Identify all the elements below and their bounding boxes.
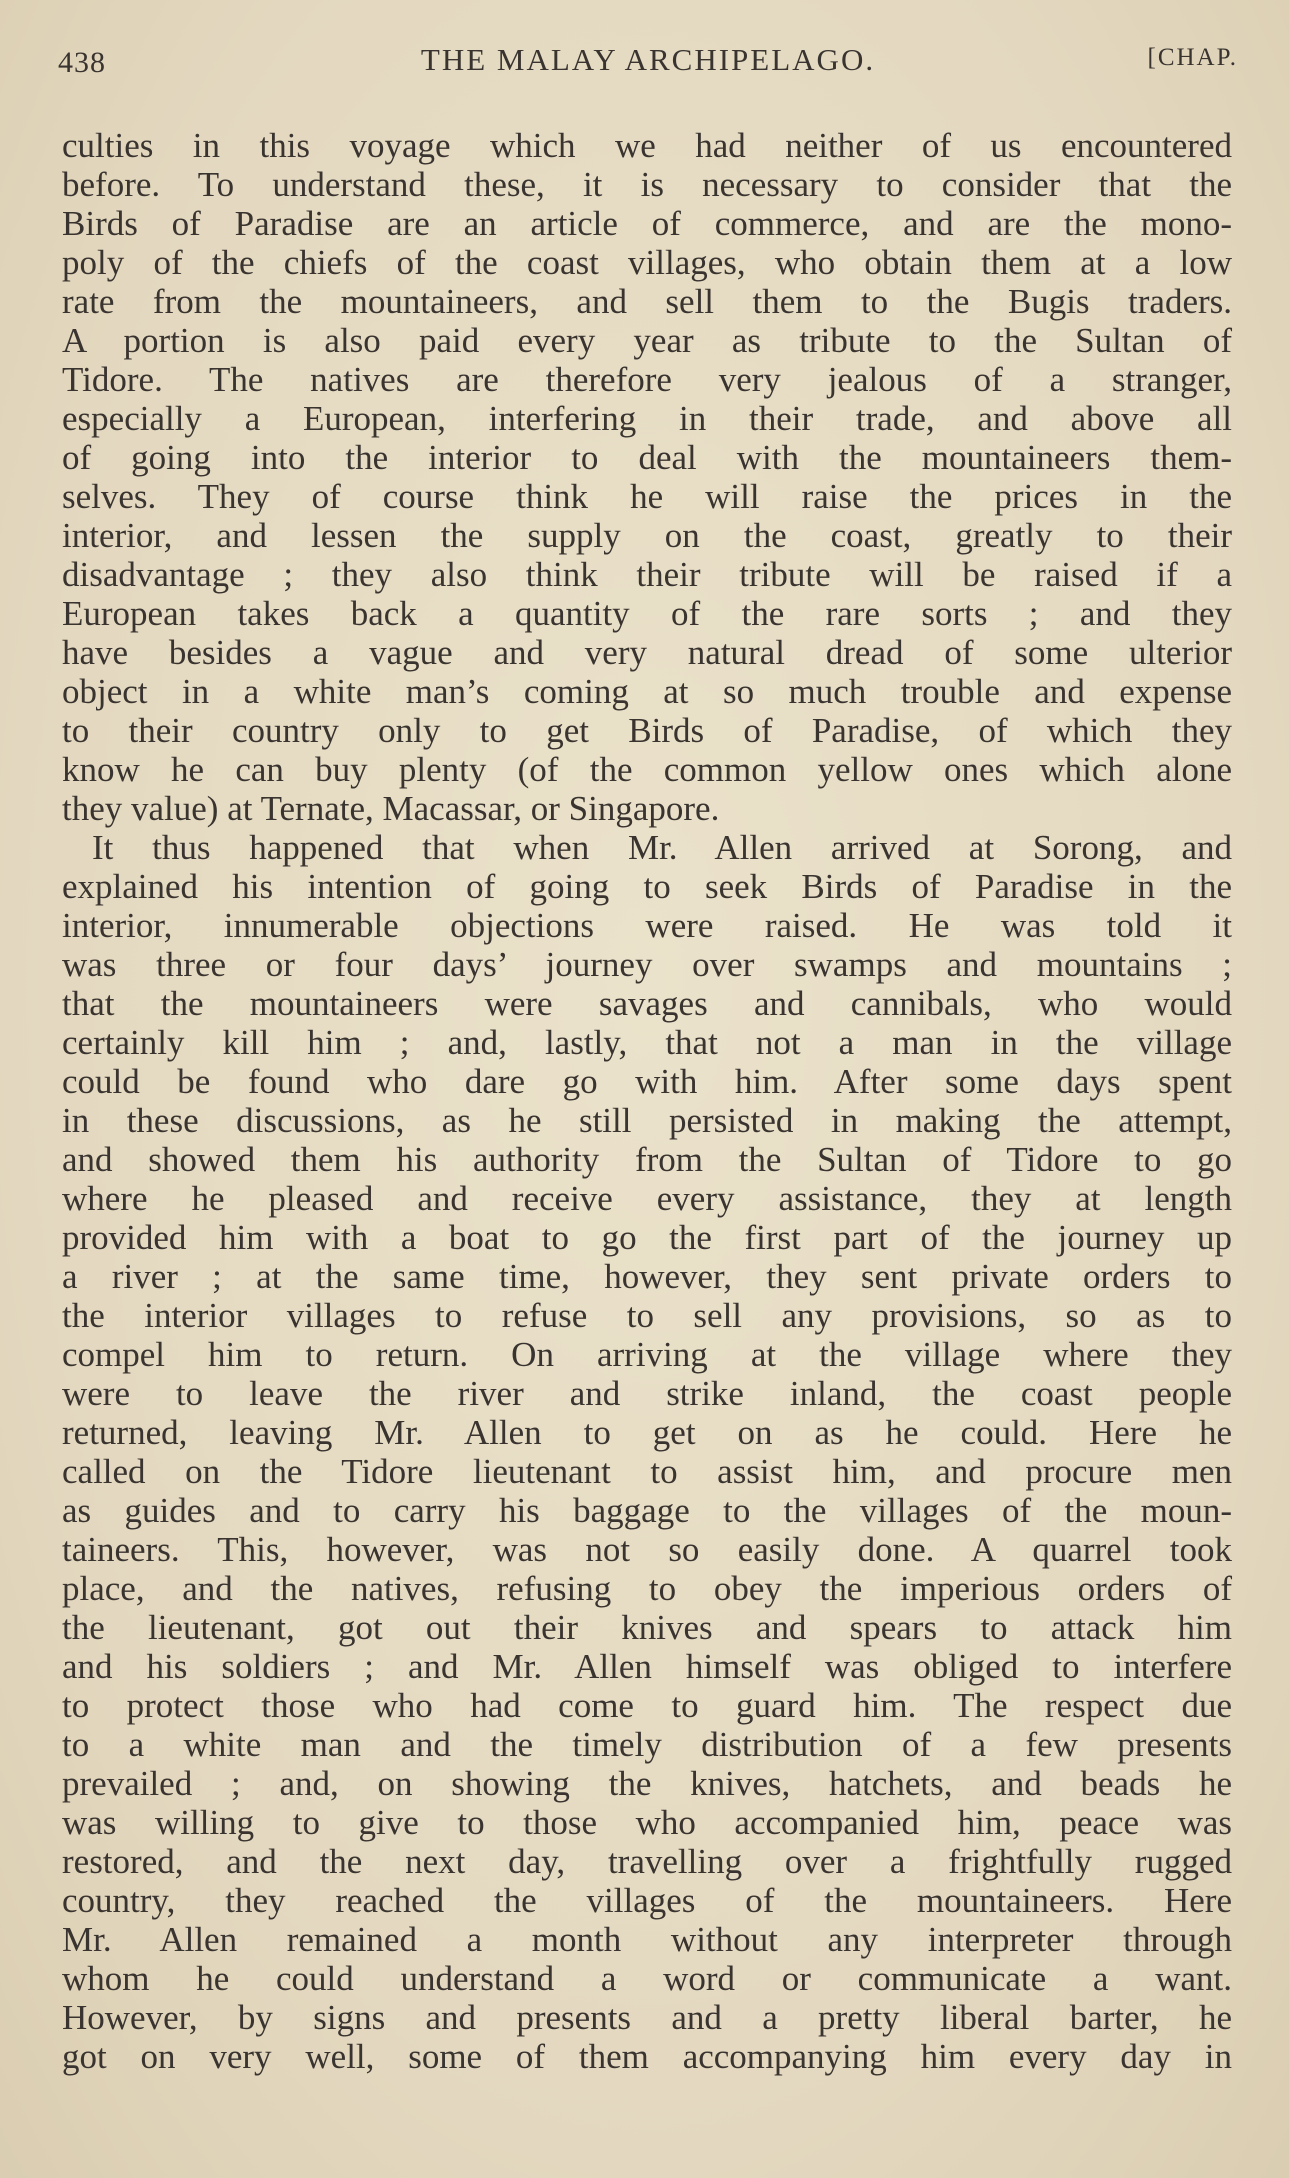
- text-line: restored, and the next day, travelling over a frightfully rugged: [62, 1842, 1232, 1881]
- text-line: country, they reached the villages of the mountaineers. Here: [62, 1881, 1232, 1920]
- text-line: prevailed ; and, on showing the knives, hatchets, and beads he: [62, 1764, 1232, 1803]
- text-line: called on the Tidore lieutenant to assist him, and procure men: [62, 1452, 1232, 1491]
- text-line: that the mountaineers were savages and cannibals, who would: [62, 984, 1232, 1023]
- text-line: know he can buy plenty (of the common yellow ones which alone: [62, 750, 1232, 789]
- text-line: was willing to give to those who accompanied him, peace was: [62, 1803, 1232, 1842]
- text-line: and showed them his authority from the Sultan of Tidore to go: [62, 1140, 1232, 1179]
- body-text: [62, 126, 1232, 2076]
- text-line: certainly kill him ; and, lastly, that not a man in the village: [62, 1023, 1232, 1062]
- text-line: taineers. This, however, was not so easily done. A quarrel took: [62, 1530, 1232, 1569]
- text-line: European takes back a quantity of the rare sorts ; and they: [62, 594, 1232, 633]
- text-line: rate from the mountaineers, and sell them to the Bugis traders.: [62, 282, 1232, 321]
- text-line: However, by signs and presents and a pretty liberal barter, he: [62, 1998, 1232, 2037]
- text-line: disadvantage ; they also think their tribute will be raised if a: [62, 555, 1232, 594]
- text-line: as guides and to carry his baggage to the villages of the moun-: [62, 1491, 1232, 1530]
- text-line: interior, and lessen the supply on the coast, greatly to their: [62, 516, 1232, 555]
- text-line: in these discussions, as he still persisted in making the attempt,: [62, 1101, 1232, 1140]
- text-line: Tidore. The natives are therefore very jealous of a stranger,: [62, 360, 1232, 399]
- text-line: interior, innumerable objections were raised. He was told it: [62, 906, 1232, 945]
- text-line: Mr. Allen remained a month without any interpreter through: [62, 1920, 1232, 1959]
- text-line: they value) at Ternate, Macassar, or Singapore.: [62, 789, 720, 828]
- text-line: A portion is also paid every year as tribute to the Sultan of: [62, 321, 1232, 360]
- text-line: were to leave the river and strike inland, the coast people: [62, 1374, 1232, 1413]
- text-line: have besides a vague and very natural dread of some ulterior: [62, 633, 1232, 672]
- text-line: and his soldiers ; and Mr. Allen himself was obliged to interfere: [62, 1647, 1232, 1686]
- text-line: before. To understand these, it is necessary to consider that the: [62, 165, 1232, 204]
- text-line: culties in this voyage which we had neither of us encountered: [62, 126, 1232, 165]
- text-line: selves. They of course think he will raise the prices in the: [62, 477, 1232, 516]
- text-line: the interior villages to refuse to sell any provisions, so as to: [62, 1296, 1232, 1335]
- text-line: especially a European, interfering in their trade, and above all: [62, 399, 1232, 438]
- text-line: returned, leaving Mr. Allen to get on as he could. Here he: [62, 1413, 1232, 1452]
- text-line: got on very well, some of them accompanying him every day in: [62, 2037, 1232, 2076]
- text-line: a river ; at the same time, however, they sent private orders to: [62, 1257, 1232, 1296]
- text-line: provided him with a boat to go the first part of the journey up: [62, 1218, 1232, 1257]
- text-line: where he pleased and receive every assistance, they at length: [62, 1179, 1232, 1218]
- chapter-tag: [CHAP.: [1147, 44, 1238, 71]
- text-line: explained his intention of going to seek Birds of Paradise in the: [62, 867, 1232, 906]
- text-line: the lieutenant, got out their knives and spears to attack him: [62, 1608, 1232, 1647]
- text-line: object in a white man’s coming at so much trouble and expense: [62, 672, 1232, 711]
- page-number: 438: [58, 46, 106, 79]
- text-line: place, and the natives, refusing to obey the imperious orders of: [62, 1569, 1232, 1608]
- text-line: to protect those who had come to guard him. The respect due: [62, 1686, 1232, 1725]
- text-line: compel him to return. On arriving at the village where they: [62, 1335, 1232, 1374]
- text-line: It thus happened that when Mr. Allen arrived at Sorong, and: [92, 828, 1232, 867]
- page-header: [58, 38, 1238, 88]
- text-line: whom he could understand a word or communicate a want.: [62, 1959, 1232, 1998]
- text-line: could be found who dare go with him. After some days spent: [62, 1062, 1232, 1101]
- text-line: poly of the chiefs of the coast villages, who obtain them at a low: [62, 243, 1232, 282]
- text-line: of going into the interior to deal with the mountaineers them-: [62, 438, 1232, 477]
- text-line: Birds of Paradise are an article of commerce, and are the mono-: [62, 204, 1232, 243]
- text-line: to a white man and the timely distribution of a few presents: [62, 1725, 1232, 1764]
- running-title: THE MALAY ARCHIPELAGO.: [420, 42, 876, 77]
- text-line: was three or four days’ journey over swamps and mountains ;: [62, 945, 1232, 984]
- text-line: to their country only to get Birds of Paradise, of which they: [62, 711, 1232, 750]
